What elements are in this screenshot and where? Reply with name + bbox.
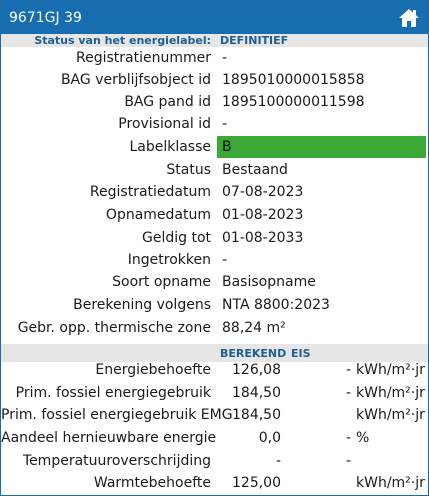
performance-row-prim-fossiel-emg	[1, 404, 428, 427]
performance-row-hernieuwbare-energie	[1, 427, 428, 450]
berekend-value: 184,50	[232, 385, 281, 401]
performance-label: Energiebehoefte	[95, 362, 211, 378]
field-label: Registratiedatum	[89, 184, 211, 200]
field-label: BAG verblijfsobject id	[60, 72, 211, 88]
field-row-gebruiksoppervlakte	[1, 317, 428, 339]
field-value: -	[222, 50, 228, 66]
field-value: Basisopname	[222, 274, 316, 290]
berekend-value: 184,50	[232, 407, 281, 423]
field-value: 07-08-2023	[222, 184, 304, 200]
field-value: 01-08-2033	[222, 230, 304, 246]
performance-label: Prim. fossiel energiegebruik	[15, 385, 211, 401]
field-label: Ingetrokken	[127, 252, 211, 268]
field-label: BAG pand id	[124, 94, 211, 110]
field-row-registratiedatum	[1, 181, 428, 203]
field-value: NTA 8800:2023	[222, 297, 330, 313]
field-row-provisional-id	[1, 113, 428, 135]
unit: kWh/m²·jr	[356, 407, 425, 423]
field-row-status	[1, 159, 428, 181]
field-row-ingetrokken	[1, 249, 428, 271]
field-row-registratienummer	[1, 47, 428, 69]
unit: %	[356, 430, 370, 446]
field-label: Labelklasse	[129, 139, 211, 155]
performance-row-warmtebehoefte	[1, 472, 428, 495]
unit: kWh/m²·jr	[356, 475, 425, 491]
labelklasse-badge	[217, 136, 426, 158]
performance-label: Aandeel hernieuwbare energie	[1, 430, 217, 446]
berekend-value: 126,08	[232, 362, 281, 378]
performance-label: Prim. fossiel energiegebruik EMG	[1, 407, 233, 423]
field-label: Soort opname	[112, 274, 211, 290]
berekend-value: -	[275, 453, 281, 469]
eis-value: -	[345, 430, 351, 446]
field-value: 01-08-2023	[222, 207, 304, 223]
performance-row-temperatuuroverschrijding	[1, 450, 428, 473]
field-row-opnamedatum	[1, 204, 428, 226]
eis-value: -	[345, 362, 351, 378]
field-row-labelklasse	[1, 136, 428, 158]
unit: kWh/m²·jr	[356, 362, 425, 378]
field-label: Gebr. opp. thermische zone	[17, 320, 211, 336]
header-eis: EIS	[291, 347, 311, 360]
field-row-bag-pand-id	[1, 91, 428, 113]
performance-row-energiebehoefte	[1, 359, 428, 382]
performance-row-prim-fossiel	[1, 382, 428, 405]
header-berekend: BEREKEND	[220, 347, 287, 360]
field-value: -	[222, 116, 228, 132]
field-value: 1895100000011598	[222, 94, 365, 110]
eis-value: -	[345, 385, 351, 401]
home-icon[interactable]	[398, 7, 420, 29]
status-value: DEFINITIEF	[220, 34, 289, 47]
field-value: 1895010000015858	[222, 72, 365, 88]
unit: kWh/m²·jr	[356, 385, 425, 401]
field-value: -	[222, 252, 228, 268]
field-label: Provisional id	[118, 116, 211, 132]
field-label: Registratienummer	[76, 50, 211, 66]
field-row-bag-verblijfsobject-id	[1, 69, 428, 91]
status-energielabel-row	[1, 34, 428, 47]
field-label: Opnamedatum	[105, 207, 211, 223]
title-bar	[1, 1, 428, 34]
field-row-berekening-volgens	[1, 294, 428, 316]
status-label: Status van het energielabel:	[34, 34, 211, 47]
performance-label: Temperatuuroverschrijding	[22, 453, 211, 469]
field-value: Bestaand	[222, 162, 288, 178]
berekend-value: 125,00	[232, 475, 281, 491]
field-value: 88,24 m²	[222, 320, 286, 336]
berekend-value: 0,0	[258, 430, 281, 446]
field-label: Geldig tot	[141, 230, 211, 246]
eis-value: -	[345, 453, 351, 469]
field-row-geldig-tot	[1, 227, 428, 249]
labelklasse-value: B	[222, 139, 232, 155]
field-label: Status	[166, 162, 211, 178]
field-row-soort-opname	[1, 271, 428, 293]
address-title: 9671GJ 39	[9, 10, 82, 26]
field-label: Berekening volgens	[73, 297, 211, 313]
performance-label: Warmtebehoefte	[93, 475, 211, 491]
